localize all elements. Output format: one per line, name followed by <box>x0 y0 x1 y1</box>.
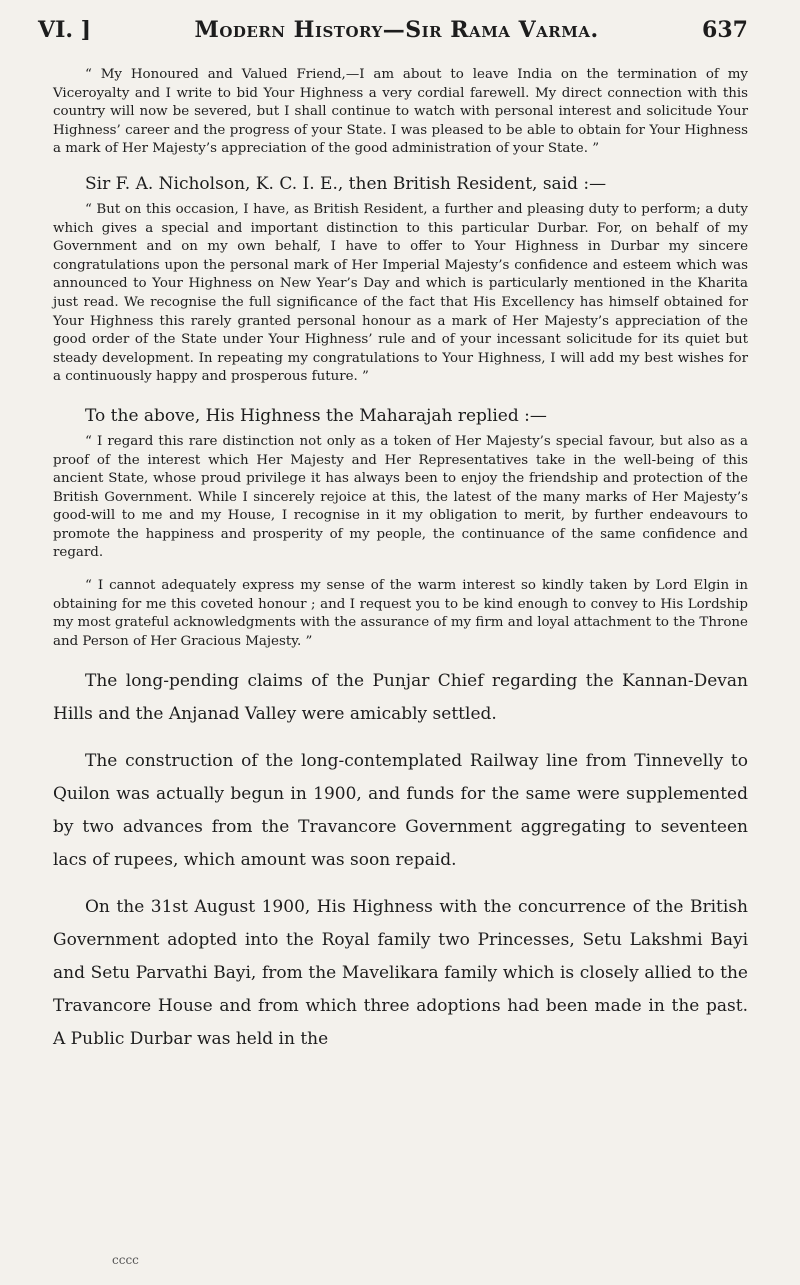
resident-speech-paragraph: “ But on this occasion, I have, as British Resident, a further and pleasing duty to perform; a duty which gives a special and important distinction to this particular Durbar. For, on behalf of my Government and on my own behalf, I have to offer to Your Highness in Durbar my sincere congratulations upon the personal mark of Her Imperial Majesty’s confidence and esteem which was announced to Your Highness on New Year’s Day and which is particularly mentioned in the Kharita just read. We recognise the full significance of the fact that His Excellency has himself obtained for Your Highness this rarely granted personal honour as a mark of Her Majesty’s appreciation of the good order of the State under Your Highness’ rule and of your incessant solicitude for its quiet but steady development. In repeating my congratulations to Your Highness, I will add my best wishes for a continuously happy and prosperous future. ” <box>53 201 748 385</box>
running-header <box>38 17 748 43</box>
adoption-paragraph: On the 31st August 1900, His Highness with the concurrence of the British Government adopted into the Royal family two Princesses, Setu Lakshmi Bayi and Setu Parvathi Bayi, from the Mavelikara family which is closely allied to the Travancore House and from which three adoptions had been made in the past. A Public Durbar was held in the <box>53 897 748 1050</box>
page-number: 637 <box>702 17 748 43</box>
page-body <box>53 66 748 1056</box>
railway-paragraph: The construction of the long-contemplated Railway line from Tinnevelly to Quilon was actually begun in 1900, and funds for the same were supplemented by two advances from the Travancore Government aggregating to seventeen lacs of rupees, which amount was soon repaid. <box>53 751 748 871</box>
punjar-claims-paragraph: The long-pending claims of the Punjar Chief regarding the Kannan-Devan Hills and the Anjanad Valley were amicably settled. <box>53 671 748 725</box>
quoted-letter-paragraph: “ My Honoured and Valued Friend,—I am about to leave India on the termination of my Viceroyalty and I write to bid Your Highness a very cordial farewell. My direct connection with this country will now be severed, but I shall continue to watch with personal interest and solicitude Your Highness’ career and the progress of your State. I was pleased to be able to obtain for Your Highness a mark of Her Majesty’s appreciation of the good administration of your State. ” <box>53 67 748 157</box>
chapter-number: VI. ] <box>38 17 92 43</box>
printer-signature-mark: cccc <box>112 1253 139 1267</box>
maharajah-reply-paragraph-2: “ I cannot adequately express my sense of the warm interest so kindly taken by Lord Elgin in obtaining for me this coveted honour ; and I request you to be kind enough to convey to His Lordship my most grateful acknowledgments with the assurance of my firm and loyal attachment to the Throne and Person of Her Gracious Majesty. ” <box>53 578 748 649</box>
maharajah-intro: To the above, His Highness the Maharajah replied :— <box>85 405 547 426</box>
maharajah-reply-paragraph-1: “ I regard this rare distinction not only as a token of Her Majesty’s special favour, but also as a proof of the interest which Her Majesty and Her Representatives take in the well-being of this ancient State, whose proud privilege it has always been to enjoy the friendship and protection of the British Government. While I sincerely rejoice at this, the latest of the many marks of Her Majesty’s good-will to me and my House, I recognise in it my obligation to merit, by further endeavours to promote the happiness and prosperity of my people, the continuance of the same confidence and regard. <box>53 433 748 561</box>
resident-intro: Sir F. A. Nicholson, K. C. I. E., then British Resident, said :— <box>85 173 607 194</box>
running-title: Modern History—Sir Rama Varma. <box>194 17 599 43</box>
